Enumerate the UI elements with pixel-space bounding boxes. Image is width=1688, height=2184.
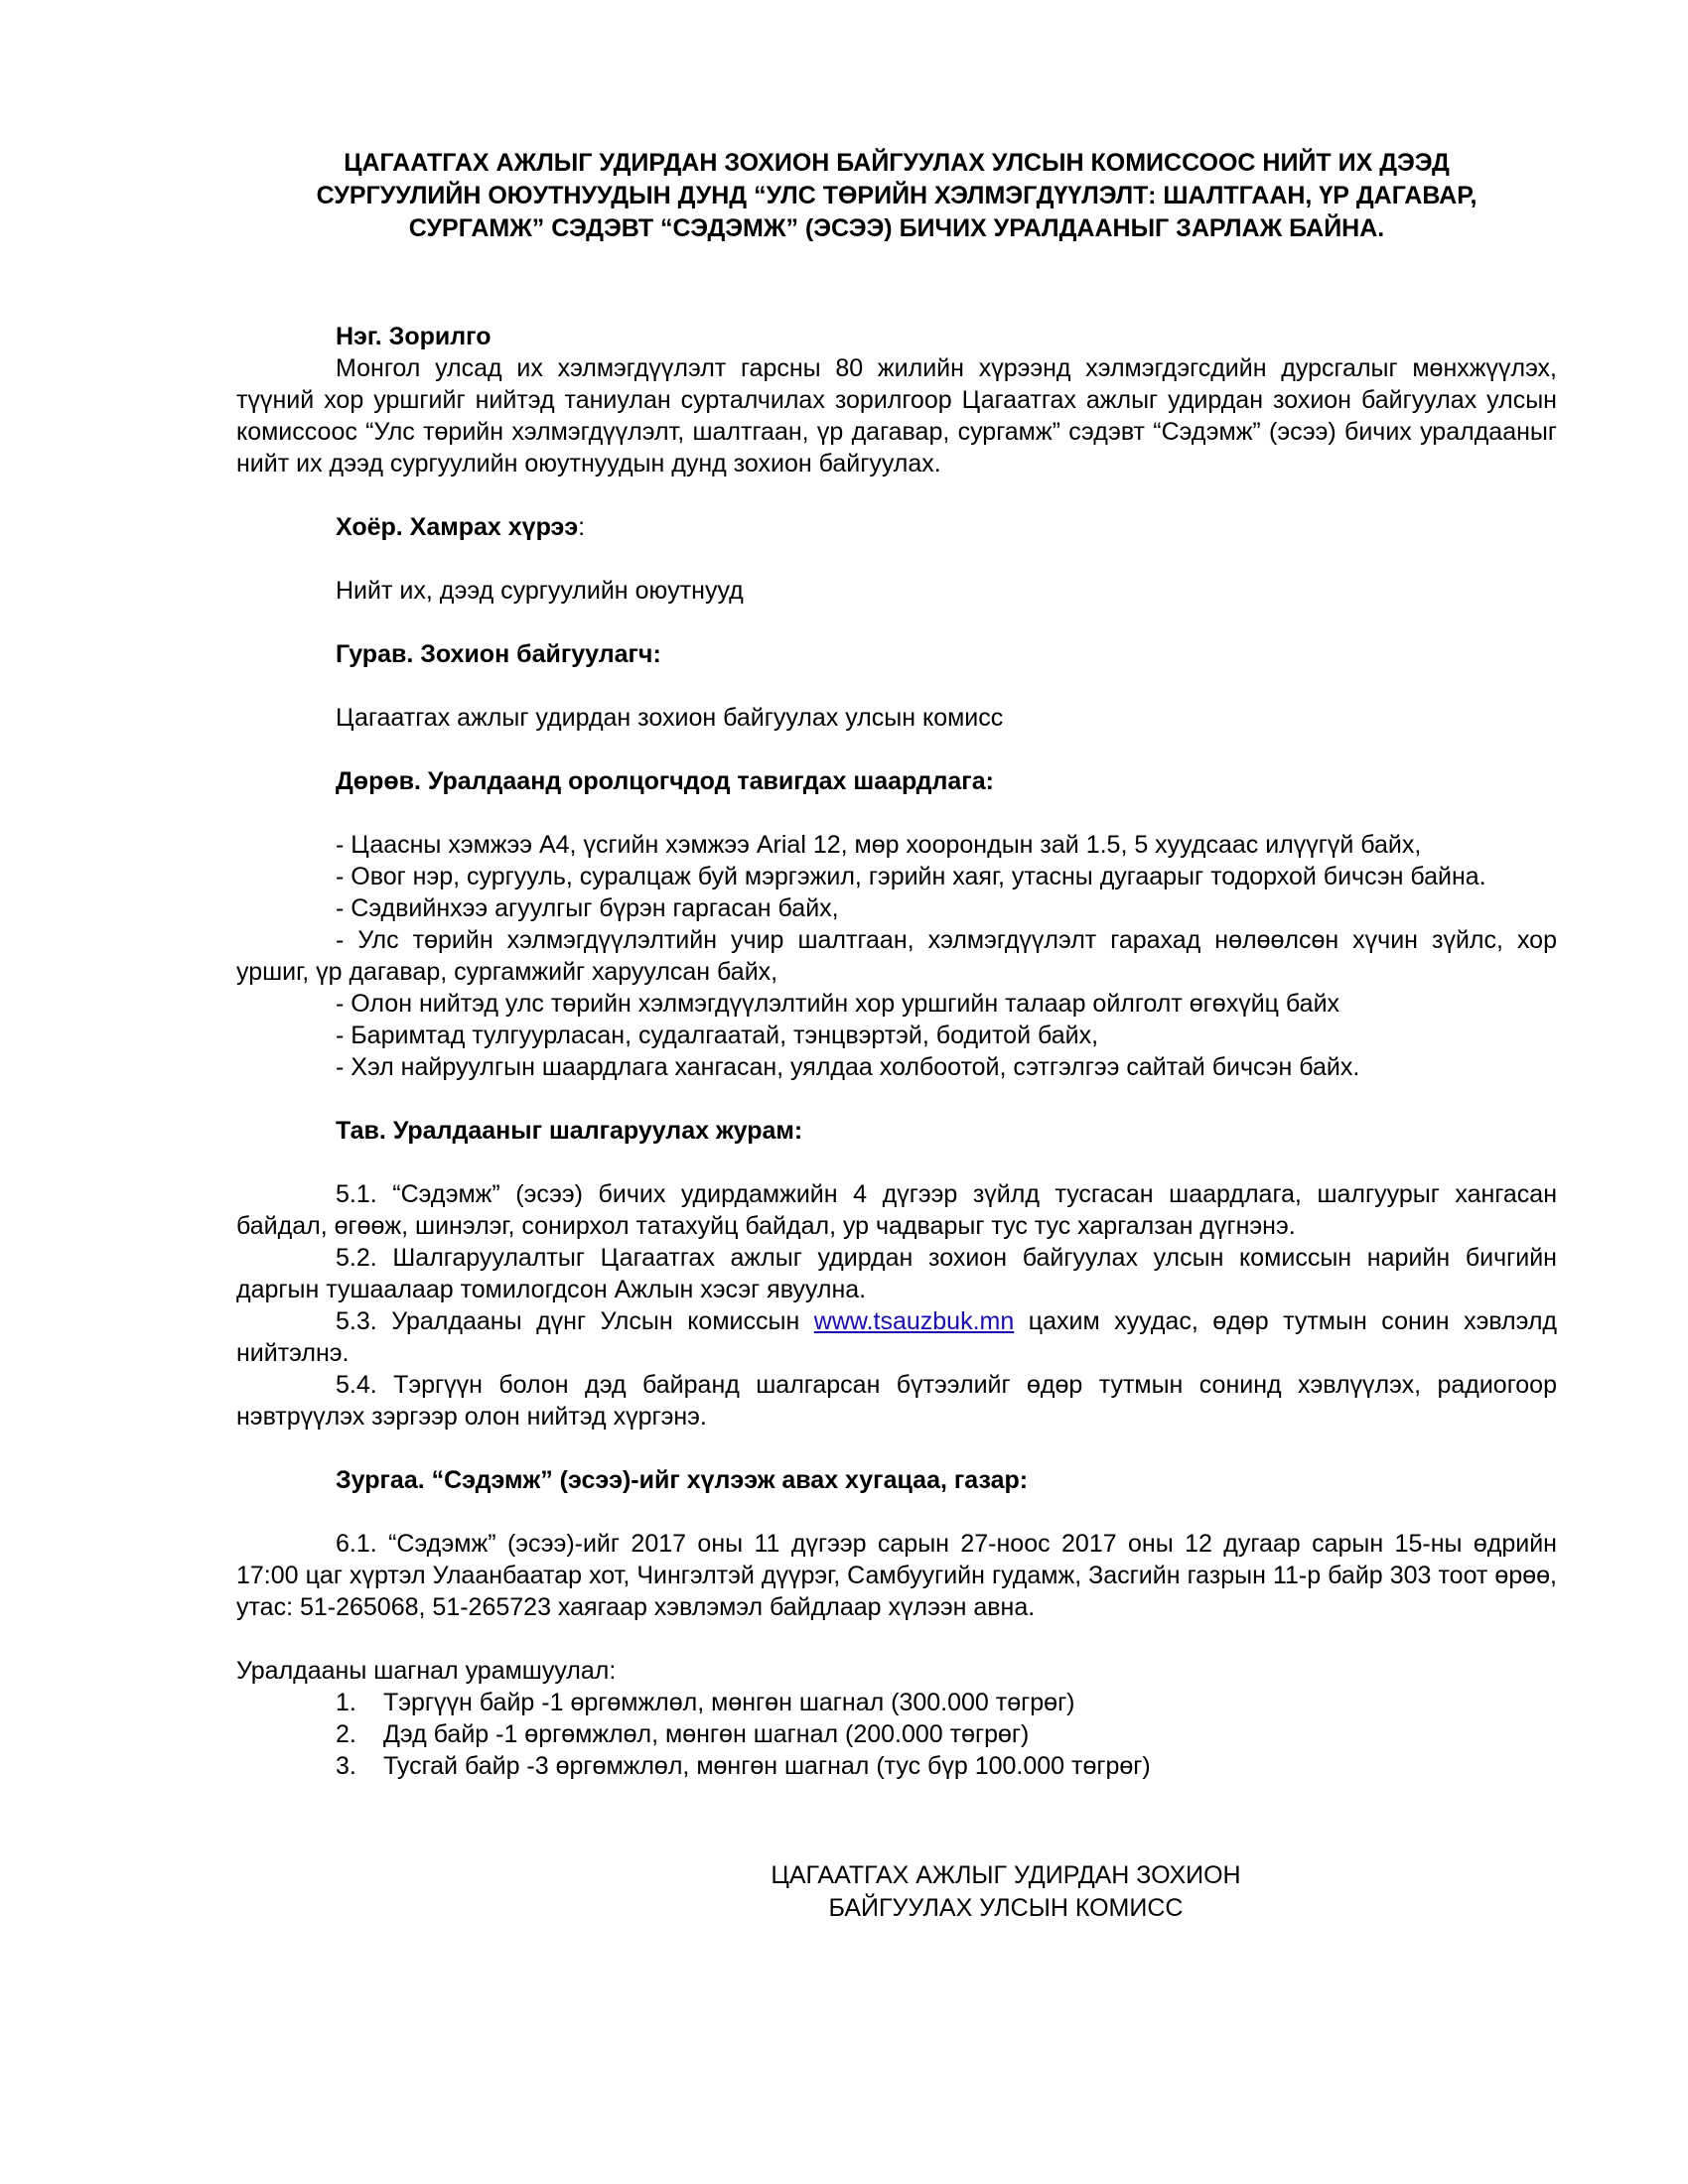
section-5-4-text: 5.4. Тэргүүн болон дэд байранд шалгарсан бүтээлийг өдөр тутмын сонинд хэвлүүлэх, радиогоор нэвтрүүлэх зэргээр олон нийтэд хүргэнэ. <box>236 1371 1557 1431</box>
document-page <box>236 147 1557 1925</box>
prize-text: Тусгай байр -3 өргөмжлөл, мөнгөн шагнал (тус бүр 100.000 төгрөг) <box>383 1752 1151 1780</box>
section-3-heading: Гурав. Зохион байгуулагч: <box>336 640 661 668</box>
signature-line-1: ЦАГААТГАХ АЖЛЫГ УДИРДАН ЗОХИОН <box>771 1861 1241 1889</box>
title-line-2: СУРГУУЛИЙН ОЮУТНУУДЫН ДУНД “УЛС ТӨРИЙН ХЭЛМЭГДҮҮЛЭЛТ: ШАЛТГААН, ҮР ДАГАВАР, <box>316 182 1477 209</box>
section-2-heading: Хоёр. Хамрах хүрээ <box>336 513 579 541</box>
prize-item <box>336 1687 1557 1718</box>
section-4-heading: Дөрөв. Уралдаанд оролцогчдод тавигдах шаардлага: <box>336 767 994 795</box>
requirement-item: - Овог нэр, сургууль, суралцаж буй мэргэжил, гэрийн хаяг, утасны дугаарыг тодорхой бичсэн байна. <box>336 863 1486 890</box>
prize-number: 2. <box>336 1720 356 1748</box>
requirement-item: - Цаасны хэмжээ А4, үсгийн хэмжээ Arial 12, мөр хоорондын зай 1.5, 5 хуудсаас илүүгүй байх, <box>336 831 1422 859</box>
prize-text: Тэргүүн байр -1 өргөмжлөл, мөнгөн шагнал (300.000 төгрөг) <box>383 1689 1075 1716</box>
website-link[interactable]: www.tsauzbuk.mn <box>813 1307 1015 1335</box>
section-5-2-text: 5.2. Шалгаруулалтыг Цагаатгах ажлыг удирдан зохион байгуулах улсын комиссын нарийн бичгийн даргын тушаалаар томилогдсон Ажлын хэсэг явуулна. <box>236 1244 1557 1303</box>
document-title <box>236 147 1557 245</box>
title-line-1: ЦАГААТГАХ АЖЛЫГ УДИРДАН ЗОХИОН БАЙГУУЛАХ УЛСЫН КОМИССООС НИЙТ ИХ ДЭЭД <box>344 149 1450 177</box>
signature-block <box>236 1859 1557 1925</box>
prizes-list <box>236 1687 1557 1782</box>
requirements-list <box>236 829 1557 1083</box>
section-5-3-before: 5.3. Уралдааны дүнг Улсын комиссын <box>336 1307 814 1335</box>
section-5-1-text: 5.1. “Сэдэмж” (эсээ) бичих удирдамжийн 4 дүгээр зүйлд тусгасан шаардлага, шалгуурыг хангасан байдал, өгөөж, шинэлэг, сонирхол татахуйц байдал, ур чадварыг тус тус харгалзан дүгнэнэ. <box>236 1180 1557 1240</box>
section-1-text: Монгол улсад их хэлмэгдүүлэлт гарсны 80 жилийн хүрээнд хэлмэгдэгсдийн дурсгалыг мөнхжүүлэх, түүний хор уршгийг нийтэд таниулан сурталчилах зорилгоор Цагаатгах ажлыг удирдан зохион байгуулах улсын комиссоос “Улс төрийн хэлмэгдүүлэлт, шалтгаан, үр дагавар, сургамж” сэдэвт “Сэдэмж” (эсээ) бичих уралдааныг нийт их дээд сургуулийн оюутнуудын дунд зохион байгуулах. <box>236 354 1557 478</box>
section-2-colon: : <box>578 513 586 541</box>
prize-text: Дэд байр -1 өргөмжлөл, мөнгөн шагнал (200.000 төгрөг) <box>383 1720 1030 1748</box>
section-3-text: Цагаатгах ажлыг удирдан зохион байгуулах улсын комисс <box>336 704 1004 732</box>
section-2-heading-wrap <box>236 511 1557 543</box>
requirement-item: - Улс төрийн хэлмэгдүүлэлтийн учир шалтгаан, хэлмэгдүүлэлт гарахад нөлөөлсөн хүчин зүйлс, хор уршиг, үр дагавар, сургамжийг харуулсан байх, <box>236 926 1557 986</box>
prizes-label: Уралдааны шагнал урамшуулал: <box>236 1657 617 1685</box>
requirement-item: - Сэдвийнхээ агуулгыг бүрэн гаргасан байх, <box>336 894 839 922</box>
prize-number: 1. <box>336 1689 356 1716</box>
section-5-heading: Тав. Уралдааныг шалгаруулах журам: <box>336 1117 803 1145</box>
requirement-item: - Баримтад тулгуурласан, судалгаатай, тэнцвэртэй, бодитой байх, <box>336 1022 1099 1049</box>
section-1-heading: Нэг. Зорилго <box>336 323 492 350</box>
title-line-3: СУРГАМЖ” СЭДЭВТ “СЭДЭМЖ” (ЭСЭЭ) БИЧИХ УРАЛДААНЫГ ЗАРЛАЖ БАЙНА. <box>408 214 1385 242</box>
section-6-heading: Зургаа. “Сэдэмж” (эсээ)-ийг хүлээж авах хугацаа, газар: <box>336 1466 1029 1494</box>
section-5-3-after: цахим хуудас, өдөр тутмын сонин хэвлэлд нийтэлнэ. <box>236 1307 1558 1367</box>
signature-line-2: БАЙГУУЛАХ УЛСЫН КОМИСС <box>828 1894 1184 1922</box>
section-5-3-text <box>236 1305 1557 1369</box>
requirement-item: - Хэл найруулгын шаардлага хангасан, уялдаа холбоотой, сэтгэлгээ сайтай бичсэн байх. <box>336 1053 1360 1081</box>
section-6-1-text: 6.1. “Сэдэмж” (эсээ)-ийг 2017 оны 11 дүгээр сарын 27-ноос 2017 оны 12 дугаар сарын 15-ны өдрийн 17:00 цаг хүртэл Улаанбаатар хот, Чингэлтэй дүүрэг, Самбуугийн гудамж, Засгийн газрын 11-р байр 303 тоот өрөө, утас: 51-265068, 51-265723 хаягаар хэвлэмэл байдлаар хүлээн авна. <box>236 1530 1557 1621</box>
prize-item <box>336 1718 1557 1750</box>
prize-number: 3. <box>336 1752 356 1780</box>
prize-item <box>336 1750 1557 1782</box>
requirement-item: - Олон нийтэд улс төрийн хэлмэгдүүлэлтийн хор уршгийн талаар ойлголт өгөхүйц байх <box>336 990 1340 1018</box>
section-2-text: Нийт их, дээд сургуулийн оюутнууд <box>336 577 744 605</box>
